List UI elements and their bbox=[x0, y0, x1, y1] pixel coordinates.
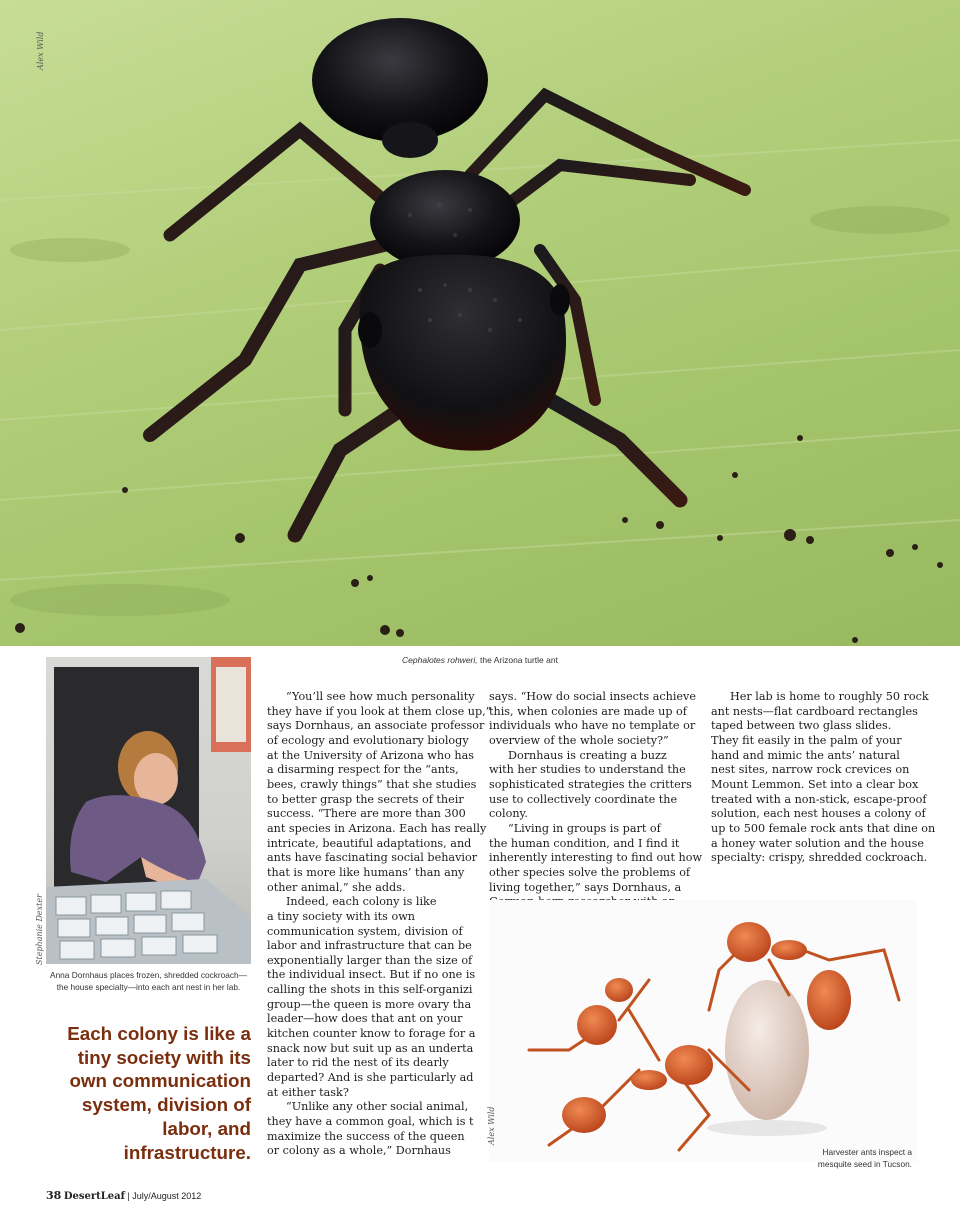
article-line: communication system, division of bbox=[267, 924, 463, 938]
researcher-caption: Anna Dornhaus places frozen, shredded cockroach—the house specialty—into each ant nest in her lab. bbox=[50, 970, 247, 992]
article-line: “Unlike any other social animal, bbox=[286, 1100, 469, 1114]
article-line: calling the shots in this self-organizi bbox=[267, 983, 473, 997]
article-line: Indeed, each colony is like bbox=[286, 895, 437, 909]
article-line: they have a common goal, which is t bbox=[267, 1115, 474, 1129]
article-line: exponentially larger than the size of bbox=[267, 953, 473, 967]
hero-caption-text: the Arizona turtle ant bbox=[477, 655, 558, 665]
pull-quote: Each colony is like a tiny society with its own communication system, division of labor, and infrastructure. bbox=[67, 1023, 251, 1163]
article-line: inherently interesting to find out how bbox=[489, 851, 703, 865]
article-line: “You’ll see how much personality bbox=[286, 690, 475, 703]
hero-caption-species: Cephalotes rohweri, bbox=[402, 655, 478, 665]
article-line: ant species in Arizona. Each has really bbox=[267, 821, 487, 835]
article-column-2 bbox=[489, 690, 703, 925]
article-line: to better grasp the secrets of their bbox=[267, 792, 464, 806]
magazine-name: DesertLeaf bbox=[63, 1191, 125, 1202]
article-line: bees, crawly things” that she studies bbox=[267, 777, 477, 791]
article-line: other animal,” she adds. bbox=[267, 880, 406, 894]
harvester-photo-credit: Alex Wild bbox=[487, 1106, 496, 1145]
article-line: the individual insect. But if no one is bbox=[267, 968, 476, 982]
article-line: taped between two glass slides. bbox=[711, 719, 892, 733]
article-line: colony. bbox=[489, 807, 528, 821]
article-line: departed? And is she particularly ad bbox=[267, 1071, 474, 1085]
issue-date: | July/August 2012 bbox=[124, 1191, 202, 1201]
article-line: hand and mimic the ants’ natural bbox=[711, 748, 900, 762]
researcher-illustration bbox=[46, 657, 251, 964]
article-line: Mount Lemmon. Set into a clear box bbox=[711, 777, 919, 791]
harvester-caption: Harvester ants inspect a mesquite seed in Tucson. bbox=[817, 1147, 912, 1169]
article-line: a tiny society with its own bbox=[267, 909, 415, 923]
article-line: other species solve the problems of bbox=[489, 865, 691, 879]
article-line: ant nests—flat cardboard rectangles bbox=[711, 704, 918, 718]
harvester-ants-photo bbox=[489, 900, 917, 1162]
article-line: Her lab is home to roughly 50 rock bbox=[730, 690, 929, 703]
article-line: ants have fascinating social behavior bbox=[267, 851, 478, 865]
article-line: use to collectively coordinate the bbox=[489, 792, 678, 806]
article-line: overview of the whole society?” bbox=[489, 733, 669, 747]
article-line: solution, each nest houses a colony of bbox=[711, 807, 926, 821]
article-line: or colony as a whole,” Dornhaus bbox=[267, 1144, 451, 1158]
article-line: of ecology and evolutionary biology bbox=[267, 733, 469, 747]
hero-photo-credit: Alex Wild bbox=[36, 31, 45, 70]
article-line: treated with a non-stick, escape-proof bbox=[711, 792, 927, 806]
article-line: They fit easily in the palm of your bbox=[711, 733, 902, 747]
article-line: up to 500 female rock ants that dine on bbox=[711, 821, 936, 835]
article-line: maximize the success of the queen bbox=[267, 1129, 465, 1143]
article-line: individuals who have no template or bbox=[489, 719, 696, 733]
article-line: kitchen counter know to forage for a bbox=[267, 1027, 476, 1041]
article-line: labor and infrastructure that can be bbox=[267, 939, 472, 953]
article-line: this, when colonies are made up of bbox=[489, 704, 687, 718]
article-line: leader—how does that ant on your bbox=[267, 1012, 463, 1026]
harvester-ants-illustration bbox=[489, 900, 917, 1162]
article-line: says Dornhaus, an associate professor bbox=[267, 719, 485, 733]
article-line: says. “How do social insects achieve bbox=[489, 690, 696, 703]
article-line: sophisticated strategies the critters bbox=[489, 777, 692, 791]
article-line: “Living in groups is part of bbox=[508, 821, 661, 835]
article-line: they have if you look at them close up,” bbox=[267, 704, 492, 718]
article-line: group—the queen is more ovary tha bbox=[267, 997, 472, 1011]
article-line: later to rid the nest of its dearly bbox=[267, 1056, 449, 1070]
article-line: intricate, beautiful adaptations, and bbox=[267, 836, 472, 850]
article-line: success. “There are more than 300 bbox=[267, 807, 466, 821]
article-line: nest sites, narrow rock crevices on bbox=[711, 763, 910, 777]
researcher-photo bbox=[46, 657, 251, 964]
article-line: the human condition, and I find it bbox=[489, 836, 680, 850]
article-line: a honey water solution and the house bbox=[711, 836, 924, 850]
article-line: that is more like humans’ than any bbox=[267, 865, 465, 879]
article-column-3 bbox=[711, 690, 936, 866]
article-line: living together,” says Dornhaus, a bbox=[489, 880, 682, 894]
article-line: with her studies to understand the bbox=[489, 763, 686, 777]
article-line: snack now but suit up as an underta bbox=[267, 1041, 474, 1055]
article-line: a disarming respect for the “ants, bbox=[267, 763, 459, 777]
article-line: at either task? bbox=[267, 1085, 349, 1099]
article-line: specialty: crispy, shredded cockroach. bbox=[711, 851, 928, 865]
page-footer bbox=[46, 1189, 201, 1202]
article-line: Dornhaus is creating a buzz bbox=[508, 748, 667, 762]
researcher-photo-credit: Stephanie Dexter bbox=[35, 894, 44, 965]
article-line: at the University of Arizona who has bbox=[267, 748, 474, 762]
page-number: 38 bbox=[46, 1189, 62, 1202]
